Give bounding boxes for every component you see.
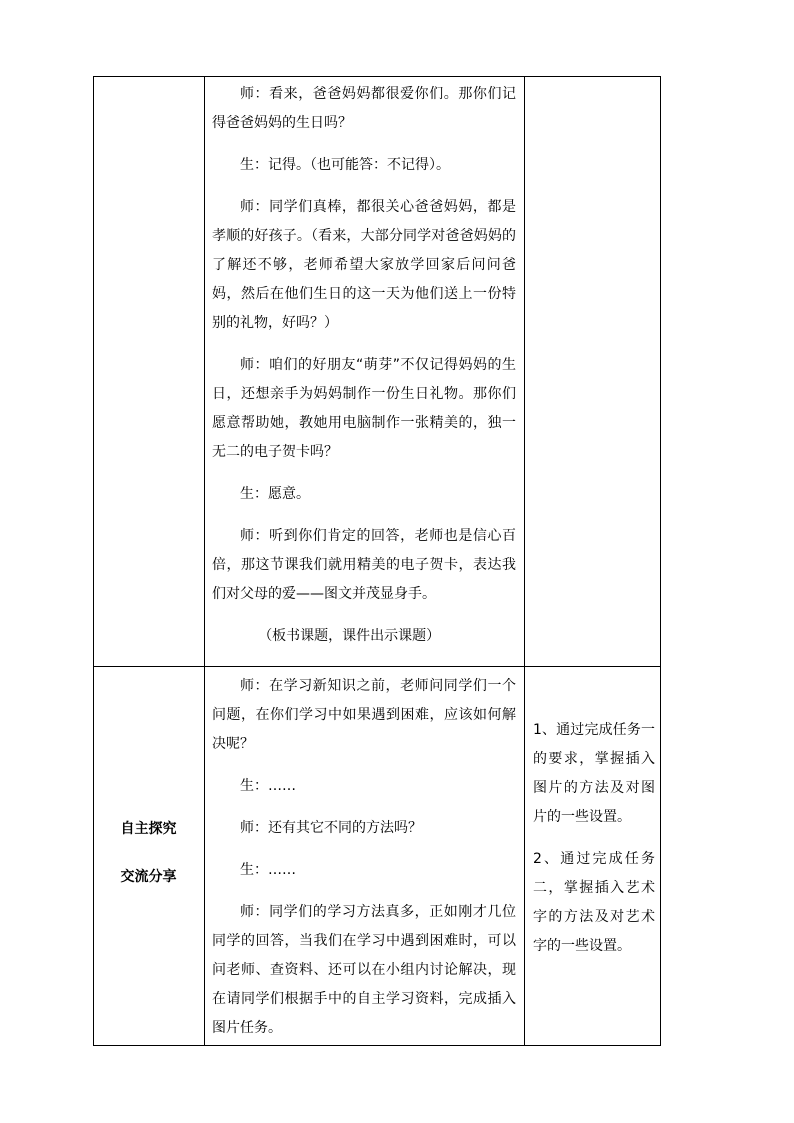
row1-paragraph: 师：咱们的好朋友“萌芽”不仅记得妈妈的生日，还想亲手为妈妈制作一份生日礼物。那你们愿意帮助她，教她用电脑制作一张精美的，独一无二的电子贺卡吗？ xyxy=(212,357,516,460)
table-border-left xyxy=(93,76,94,1046)
lesson-table xyxy=(93,76,661,1046)
table-border-bottom xyxy=(93,1045,661,1046)
section-label-line2: 交流分享 xyxy=(120,869,177,885)
row2-paragraph: 师：还有其它不同的方法吗？ xyxy=(240,820,422,836)
goal-item: 1、通过完成任务一的要求，掌握插入图片的方法及对图片的一些设置。 xyxy=(533,722,655,825)
row1-paragraph: 生：记得。（也可能答：不记得）。 xyxy=(240,157,450,173)
row2-content-cell xyxy=(204,672,524,1043)
goal-item: 2、通过完成任务二，掌握插入艺术字的方法及对艺术字的一些设置。 xyxy=(533,851,655,954)
table-border-top xyxy=(93,76,661,77)
row2-paragraph: 生：…… xyxy=(240,778,296,794)
row1-content-cell xyxy=(204,80,524,651)
row2-goals-cell xyxy=(525,716,661,961)
table-row-divider xyxy=(93,666,661,667)
row1-paragraph: 生：愿意。 xyxy=(240,486,310,502)
row1-note: （板书课题，课件出示课题） xyxy=(258,628,441,644)
row1-paragraph: 师：同学们真棒，都很关心爸爸妈妈，都是孝顺的好孩子。（看来，大部分同学对爸爸妈妈的了解还不够，老师希望大家放学回家后问问爸妈，然后在他们生日的这一天为他们送上一份特别的礼物，好吗？） xyxy=(212,199,516,331)
row1-paragraph: 师：听到你们肯定的回答，老师也是信心百倍，那这节课我们就用精美的电子贺卡，表达我们对父母的爱——图文并茂显身手。 xyxy=(212,528,516,602)
section-label-line1: 自主探究 xyxy=(120,821,177,837)
row1-paragraph: 师：看来，爸爸妈妈都很爱你们。那你们记得爸爸妈妈的生日吗？ xyxy=(212,86,516,131)
row2-paragraph: 师：在学习新知识之前，老师问同学们一个问题，在你们学习中如果遇到困难，应该如何解决呢？ xyxy=(212,678,516,752)
row2-paragraph: 师：同学们的学习方法真多，正如刚才几位同学的回答，当我们在学习中遇到困难时，可以问老师、查资料、还可以在小组内讨论解决，现在请同学们根据手中的自主学习资料，完成插入图片任务。 xyxy=(212,904,516,1036)
row2-paragraph: 生：…… xyxy=(240,862,296,878)
